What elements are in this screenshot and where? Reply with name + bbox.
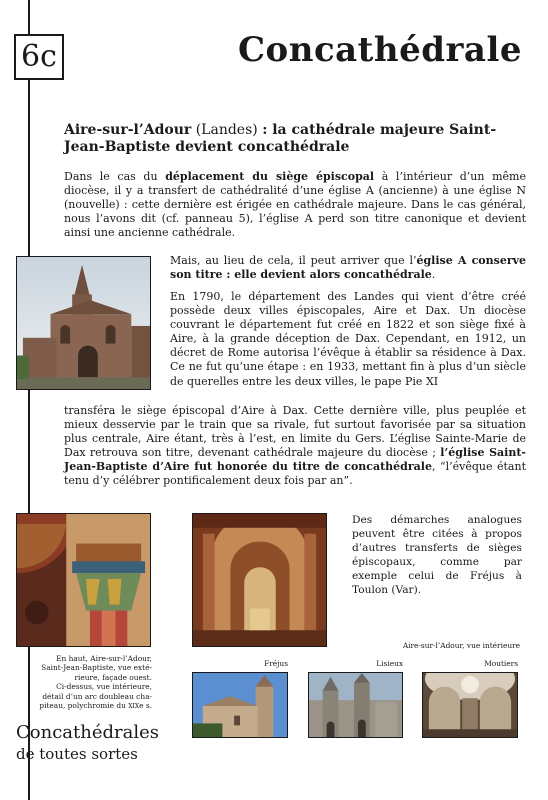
moutiers-label: Moutiers [484, 659, 518, 668]
frejus-label: Fréjus [264, 659, 288, 668]
paragraph-analogues: Des démarches analogues peuvent être citées à propos d’autres transferts de sièges épiscopaux, comme par exemple celui de Fréjus à Toulon (Var). [352, 514, 522, 596]
cathedral-exterior-photo [16, 256, 151, 390]
page-title: Concathédrale [237, 30, 522, 70]
capital-detail-photo [16, 513, 151, 647]
section-subtitle: de toutes sortes [16, 745, 138, 763]
lisieux-label: Lisieux [376, 659, 403, 668]
moutiers-photo [422, 672, 518, 738]
article-headline [64, 122, 526, 156]
headline-rest: : la cathédrale majeure Saint-Jean-Baptiste devient concathédrale [64, 122, 497, 155]
section-title: Concathédrales [16, 722, 159, 743]
interior-caption: Aire-sur-l’Adour, vue intérieure [402, 641, 520, 650]
paragraph-history: En 1790, le département des Landes qui vient d’être créé possède deux villes épiscopales, Aire et Dax. Un diocèse couvrant le département fut créé en 1822 et son siège fixé à Aire, à la grande déception de Dax. Cependant, en 1912, un décret de Rome autorisa l’évêque à établir sa résidence à Dax. Ce ne fut qu’une étape : en 1933, mettant fin à plus d’un siècle de querelles entre les deux villes, le pape Pie XI [170, 290, 526, 388]
headline-region: (Landes) [191, 122, 263, 138]
panel-number: 6c [14, 34, 64, 80]
frejus-photo [192, 672, 288, 738]
headline-place: Aire-sur-l’Adour [64, 122, 192, 138]
paragraph-concathedral: Mais, au lieu de cela, il peut arriver que l’église A conserve son titre : elle devient alors concathédrale. [170, 254, 527, 282]
lisieux-photo [308, 672, 403, 738]
paragraph-transfer: transféra le siège épiscopal d’Aire à Dax. Cette dernière ville, plus peuplée et mieux desservie par le train que sa rivale, fut surtout favorisée par sa situation plus centrale, Aire étant, très à l’est, en limite du Gers. L’église Sainte-Marie de Dax retrouva son titre, devenant cathédrale majeure du diocèse ; l’église Saint-Jean-Baptiste d’Aire fut honorée du titre de concathédrale, “l’évêque étant tenu d’y célébrer pontificalement deux fois par an”. [64, 404, 526, 488]
paragraph-intro: Dans le cas du déplacement du siège épiscopal à l’intérieur d’un même diocèse, il y a transfert de cathédralité d’une église A (ancienne) à une église N (nouvelle) : cette dernière est érigée en cathédrale majeure. Dans le cas général, nous l’avons dit (cf. panneau 5), l’église A perd son titre canonique et devient ainsi une ancienne cathédrale. [64, 170, 526, 240]
left-photo-caption: En haut, Aire-sur-l’Adour, Saint-Jean-Baptiste, vue exté- rieure, façade ouest. Ci-dessus, vue intérieure, détail d’un arc doubleau cha- piteau, polychromie du XIXe s. [39, 654, 152, 711]
interior-photo [192, 513, 327, 647]
